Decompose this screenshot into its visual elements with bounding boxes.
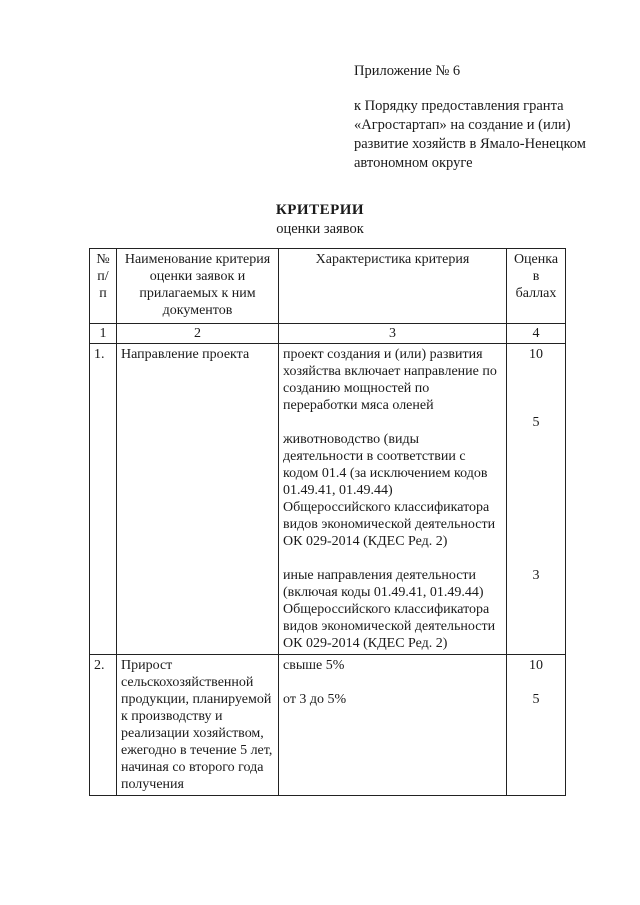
appendix-line: развитие хозяйств в Ямало-Ненецком <box>354 136 586 152</box>
column-number: 2 <box>117 324 279 344</box>
score-cell <box>507 344 566 655</box>
score-value: 3 <box>532 568 540 583</box>
appendix-block <box>354 62 624 173</box>
characteristic-cell <box>279 655 507 796</box>
header-number: № п/п <box>90 249 117 324</box>
score-value: 5 <box>532 415 540 430</box>
header-criterion-name: Наименование критерия оценки заявок и прилагаемых к ним документов <box>117 249 279 324</box>
appendix-number: Приложение № 6 <box>354 63 461 79</box>
score-value: 5 <box>532 692 540 707</box>
row-number: 1. <box>90 344 117 655</box>
header-score: Оценка в баллах <box>507 249 566 324</box>
table-header-row <box>90 249 566 324</box>
appendix-line: к Порядку предоставления гранта <box>354 98 564 114</box>
characteristic-option: иные направления деятельности (включая коды 01.49.41, 01.49.44) Общероссийского классификатора видов экономической деятельности ОК 029-2014 (КДЕС Ред. 2) <box>283 568 496 651</box>
score-value: 10 <box>529 347 543 362</box>
characteristic-option: от 3 до 5% <box>283 692 347 707</box>
header-characteristic: Характеристика критерия <box>279 249 507 324</box>
criterion-name: Прирост сельскохозяйственной продукции, планируемой к производству и реализации хозяйством, ежегодно в течение 5 лет, начиная со второго года получения <box>117 655 279 796</box>
criteria-table <box>89 248 566 796</box>
characteristic-option: проект создания и (или) развития хозяйства включает направление по созданию мощностей по переработки мяса оленей <box>283 347 497 413</box>
characteristic-option: свыше 5% <box>283 658 345 673</box>
column-number: 4 <box>507 324 566 344</box>
column-number-row <box>90 324 566 344</box>
table-row <box>90 655 566 796</box>
appendix-line: «Агростартап» на создание и (или) <box>354 117 571 133</box>
column-number: 1 <box>90 324 117 344</box>
characteristic-option: животноводство (виды деятельности в соответствии с кодом 01.4 (за исключением кодов 01.49.41, 01.49.44) Общероссийского классификатора видов экономической деятельности ОК 029-2014 (КДЕС Ред. 2) <box>283 432 496 549</box>
table-row <box>90 344 566 655</box>
document-title: КРИТЕРИИ <box>275 202 365 218</box>
characteristic-cell <box>279 344 507 655</box>
criterion-name: Направление проекта <box>117 344 279 655</box>
column-number: 3 <box>279 324 507 344</box>
score-value: 10 <box>529 658 543 673</box>
appendix-line: автономном округе <box>354 155 473 171</box>
score-cell <box>507 655 566 796</box>
document-subtitle: оценки заявок <box>276 221 364 237</box>
row-number: 2. <box>90 655 117 796</box>
